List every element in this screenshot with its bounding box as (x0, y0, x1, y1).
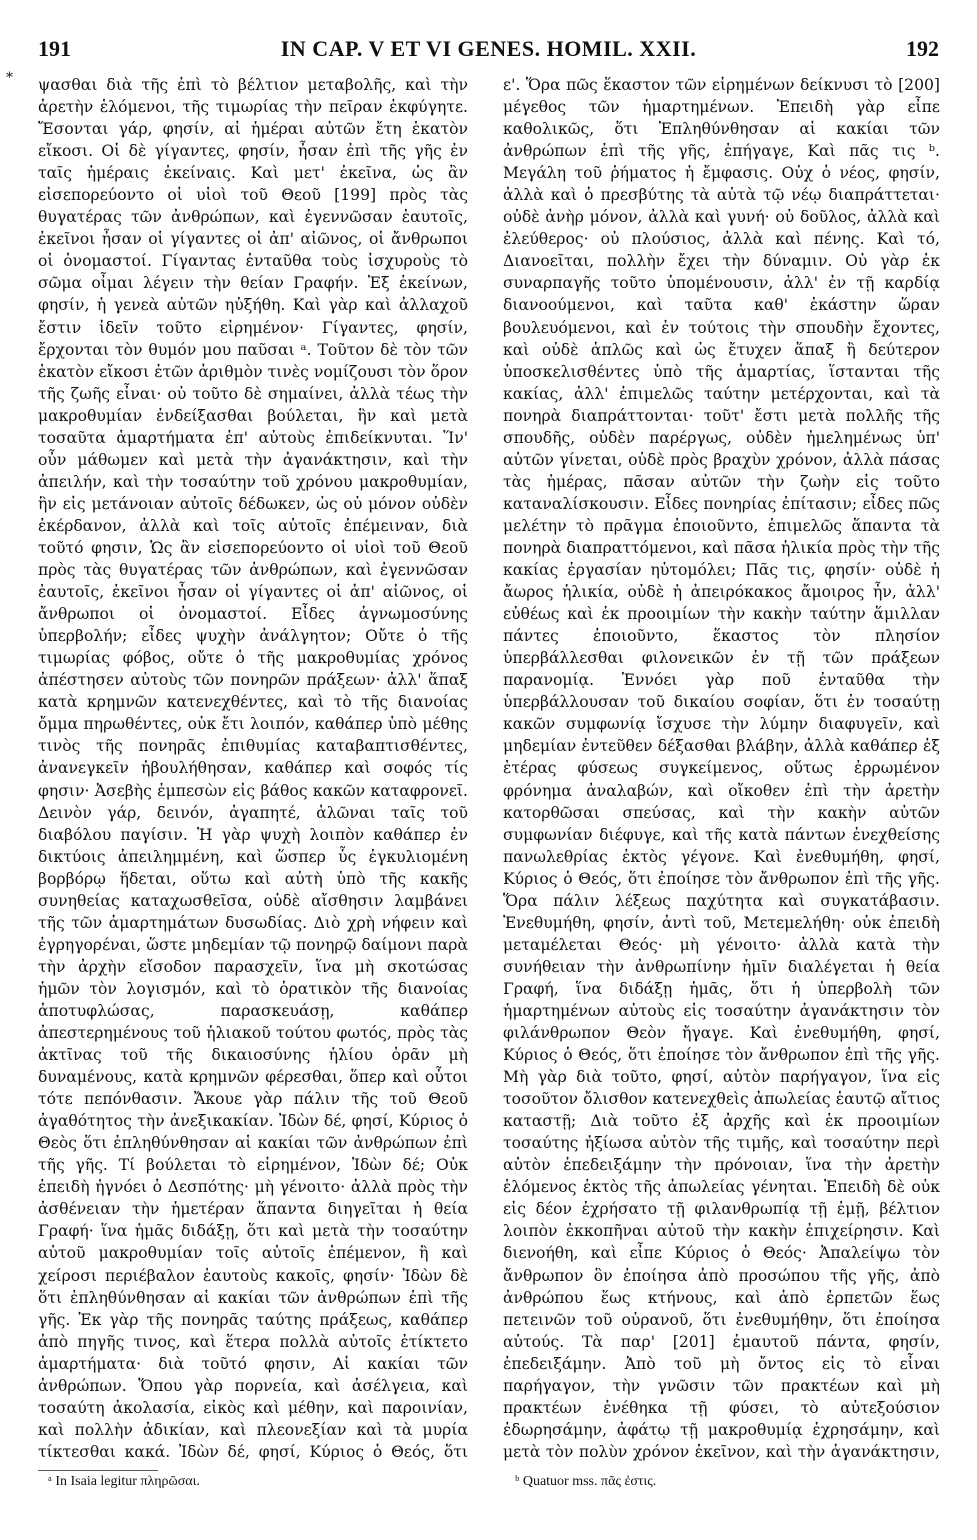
left-column-text: ψασθαι διὰ τῆς ἐπὶ τὸ βέλτιον μεταβολῆς, καὶ τὴν ἀρετὴν ἑλόμενοι, τῆς τιμωρίας τὴν πεῖραν ἐκφύγητε. Ἔσονται γάρ, φησίν, αἱ ἡμέραι αὐτῶν ἔτη ἑκατὸν εἴκοσι. Οἱ δὲ γίγαντες, φησίν, ἦσαν ἐπὶ τῆς γῆς ἐν ταῖς ἡμέραις ἐκείναις. Καὶ μετ' ἐκεῖνα, ὡς ἂν εἰσεπορεύοντο οἱ υἱοὶ τοῦ Θεοῦ [199] πρὸς τὰς θυγατέρας τῶν ἀνθρώπων, καὶ ἐγεννῶσαν ἑαυτοῖς, ἐκεῖνοι ἦσαν οἱ γίγαντες οἱ ἀπ' αἰῶνος, οἱ ἄνθρωποι οἱ ὀνομαστοί. Γίγαντας ἐνταῦθα τοὺς ἰσχυροὺς τὸ σῶμα οἶμαι λέγειν τὴν θείαν Γραφήν. Ἐξ ἐκείνων, φησίν, ἡ γενεὰ αὐτῶν ηὐξήθη. Καὶ γὰρ καὶ ἀλλαχοῦ ἔστιν ἰδεῖν τοῦτο εἰρημένον· Γίγαντες, φησίν, ἔρχονται τὸν θυμόν μου παῦσαι ᵃ. Τοῦτον δὲ τὸν τῶν ἑκατὸν εἴκοσι ἐτῶν ἀριθμὸν τινὲς νομίζουσι τὸν ὅρον τῆς ζωῆς εἶναι· οὐ τοῦτο δὲ σημαίνει, ἀλλὰ τέως τὴν μακροθυμίαν ἐνδείξασθαι βούλεται, ἣν καὶ μετὰ τοσαῦτα ἁμαρτήματα ἐπ' αὐτοὺς ἐπιδείκνυται. Ἵν' οὖν μάθωμεν καὶ μετὰ τὴν ἀγανάκτησιν, καὶ τὴν ἀπειλήν, καὶ τὴν τοσαύτην τοῦ χρόνου μακροθυμίαν, ἣν εἰς μετάνοιαν αὐτοῖς δέδωκεν, ὡς οὐ μόνον οὐδὲν ἐκέρδανον, ἀλλὰ καὶ τοῖς αὐτοῖς ἐπέμειναν, διὰ τοῦτό φησιν, Ὡς ἂν εἰσεπορεύοντο οἱ υἱοὶ τοῦ Θεοῦ πρὸς τὰς θυγατέρας τῶν ἀνθρώπων, καὶ ἐγεννῶσαν ἑαυτοῖς, ἐκεῖνοι ἦσαν οἱ γίγαντες οἱ ἀπ' αἰῶνος, οἱ ἄνθρωποι οἱ ὀνομαστοί. Εἶδες ἀγνωμοσύνης ὑπερβολήν; εἶδες ψυχὴν ἀνάλγητον; Οὔτε ὁ τῆς τιμωρίας φόβος, οὔτε ὁ τῆς μακροθυμίας χρόνος ἀπέστησεν αὐτοὺς τῶν πονηρῶν πράξεων· ἀλλ' ἅπαξ κατὰ κρημνῶν κατενεχθέντες, καὶ τὸ τῆς διανοίας ὄμμα πηρωθέντες, οὐκ ἔτι λοιπόν, καθάπερ ὑπὸ μέθης τινὸς τῆς πονηρᾶς ἐπιθυμίας καταβαπτισθέντες, ἀνανεγκεῖν ἠβουλήθησαν, καθάπερ καὶ σοφός τίς φησιν· Ἀσεβὴς ἐμπεσὼν εἰς βάθος κακῶν καταφρονεῖ. Δεινὸν γάρ, δεινόν, ἀγαπητέ, ἁλῶναι ταῖς τοῦ διαβόλου παγίσιν. Ἡ γὰρ ψυχὴ λοιπὸν καθάπερ ἐν δικτύοις ἀπειλημμένη, καὶ ὥσπερ ὗς ἐγκυλιομένη βορβόρῳ ἥδεται, οὕτω καὶ αὐτὴ ὑπὸ τῆς κακῆς συνηθείας καταχωσθεῖσα, οὐδὲ αἴσθησιν λαμβάνει τῆς τῶν ἁμαρτημάτων δυσωδίας. Διὸ χρὴ νήφειν καὶ ἐγρηγορέναι, ὥστε μηδεμίαν τῷ πονηρῷ δαίμονι παρὰ τὴν ἀρχὴν εἴσοδον παρασχεῖν, ἵνα μὴ σκοτώσας ἡμῶν τὸν λογισμόν, καὶ τὸ ὁρατικὸν τῆς διανοίας ἀποτυφλώσας, παρασκευάσῃ, καθάπερ ἀπεστερημένους τοῦ ἡλιακοῦ τούτου φωτός, πρὸς τὰς ἀκτῖνας τοῦ τῆς δικαιοσύνης ἡλίου ὁρᾶν μὴ δυναμένους, κατὰ κρημνῶν φέρεσθαι, ὅπερ καὶ οὗτοι τότε πεπόνθασιν. Ἄκουε γὰρ πάλιν τῆς τοῦ Θεοῦ ἀγαθότητος τὴν ἀνεξικακίαν. Ἰδὼν δέ, φησί, Κύριος ὁ Θεὸς ὅτι ἐπληθύνθησαν αἱ κακίαι τῶν ἀνθρώπων ἐπὶ τῆς γῆς. Τί βούλεται τὸ εἰρημένον, Ἰδὼν δέ; Οὐκ ἐπειδὴ ἠγνόει ὁ Δεσπότης· μὴ γένοιτο· ἀλλὰ πρὸς τὴν ἀσθένειαν τὴν ἡμετέραν ἅπαντα διηγεῖται ἡ θεία Γραφή· ἵνα ἡμᾶς διδάξῃ, ὅτι καὶ μετὰ τὴν τοσαύτην αὐτοῦ μακροθυμίαν τοῖς αὐτοῖς ἐπέμενον, ἢ καὶ χείροσι περιέβαλον ἑαυτοὺς κακοῖς, φησίν· Ἰδὼν δὲ ὅτι ἐπληθύνθησαν αἱ κακίαι τῶν ἀνθρώπων ἐπὶ τῆς γῆς. Ἐκ γὰρ τῆς πονηρᾶς ταύτης πράξεως, καθάπερ ἀπὸ πηγῆς τινος, καὶ ἕτερα πολλὰ αὐτοῖς ἐτίκτετο ἁμαρτήματα· διὰ τοῦτό φησιν, Αἱ κακίαι τῶν ἀνθρώπων. Ὅπου γὰρ πορνεία, καὶ ἀσέλγεια, καὶ τοσαύτη ἀκολασία, εἰκὸς καὶ μέθην, καὶ παροινίαν, καὶ πολλὴν ἀδικίαν, καὶ πλεονεξίαν καὶ τὰ μυρία τίκτεσθαι κακά. Ἰδὼν δέ, φησί, Κύριος ὁ Θεός, ὅτι (38, 76, 468, 1461)
footnote-right: ᵇ Quatuor mss. πᾶς ἐστις. (515, 1474, 657, 1489)
right-column-text: ε'. Ὅρα πῶς ἕκαστον τῶν εἰρημένων δείκνυσι τὸ [200] μέγεθος τῶν ἡμαρτημένων. Ἐπειδὴ γὰρ εἶπε καθολικῶς, ὅτι Ἐπληθύνθησαν αἱ κακίαι τῶν ἀνθρώπων ἐπὶ τῆς γῆς, ἐπήγαγε, Καὶ πᾶς τις ᵇ. Μεγάλη τοῦ ῥήματος ἡ ἔμφασις. Οὐχ ὁ νέος, φησίν, ἀλλὰ καὶ ὁ πρεσβύτης τὰ αὐτὰ τῷ νέῳ διαπράττεται· οὐδὲ ἀνὴρ μόνον, ἀλλὰ καὶ γυνή· οὐ δοῦλος, ἀλλὰ καὶ ἐλεύθερος· οὐ πλούσιος, ἀλλὰ καὶ πένης. Καὶ τό, Διανοεῖται, πολλὴν ἔχει τὴν δύναμιν. Οὐ γὰρ ἐκ συναρπαγῆς τοῦτο ὑπομένουσιν, ἀλλ' ἐν τῇ καρδίᾳ διανοούμενοι, καὶ ταῦτα καθ' ἑκάστην ὥραν βουλευόμενοι, καὶ ἐν τούτοις τὴν σπουδὴν ἔχοντες, καὶ οὐδὲ ἁπλῶς καὶ ὡς ἔτυχεν ἅπαξ ἢ δεύτερον ὑποσκελισθέντες ὑπὸ τῆς ἁμαρτίας, ἵστανται τῆς κακίας, ἀλλ' ἐπιμελῶς ταύτην μετέρχονται, καὶ τὰ πονηρὰ διαπράττονται· τοῦτ' ἔστι μετὰ πολλῆς τῆς σπουδῆς, οὐδὲν παρέργως, οὐδὲν ἠμελημένως ὑπ' αὐτῶν γίνεται, οὐδὲ πρὸς βραχὺν χρόνον, ἀλλὰ πάσας τὰς ἡμέρας, πᾶσαν αὐτῶν τὴν ζωὴν εἰς τοῦτο καταναλίσκουσιν. Εἶδες πονηρίας ἐπίτασιν; εἶδες πῶς μελέτην τὸ πρᾶγμα ἐποιοῦντο, ἐπιμελῶς ἅπαντα τὰ πονηρὰ διαπραττόμενοι, καὶ πᾶσα ἡλικία πρὸς τὴν τῆς κακίας ἐργασίαν ηὐτομόλει; Πᾶς τις, φησίν· οὐδὲ ἡ ἄωρος ἡλικία, οὐδὲ ἡ ἀπειρόκακος ἄμοιρος ἦν, ἀλλ' εὐθέως καὶ ἐκ προοιμίων τὴν κακὴν ταύτην ἅμιλλαν πάντες ἐποιοῦντο, ἕκαστος τὸν πλησίον ὑπερβάλλεσθαι φιλονεικῶν ἐν τῇ τῶν πράξεων παρανομίᾳ. Ἐννόει γὰρ ποῦ ἐνταῦθα τὴν ὑπερβάλλουσαν τοῦ δικαίου σοφίαν, ὅτι ἐν τοσαύτῃ κακῶν συμφωνίᾳ ἴσχυσε τὴν λύμην διαφυγεῖν, καὶ μηδεμίαν ἐντεῦθεν δέξασθαι βλάβην, ἀλλὰ καθάπερ ἐξ ἑτέρας φύσεως συγκείμενος, οὕτως ἐρρωμένον φρόνημα ἀναλαβών, καὶ οἴκοθεν ἐπὶ τὴν ἀρετὴν κατορθῶσαι σπεύσας, καὶ τὴν κακὴν αὐτῶν συμφωνίαν διέφυγε, καὶ τῆς κατὰ πάντων ἐνεχθείσης πανωλεθρίας ἐκτὸς γέγονε. Καὶ ἐνεθυμήθη, φησί, Κύριος ὁ Θεός, ὅτι ἐποίησε τὸν ἄνθρωπον ἐπὶ τῆς γῆς. Ὅρα πάλιν λέξεως παχύτητα καὶ συγκατάβασιν. Ἐνεθυμήθη, φησίν, ἀντὶ τοῦ, Μετεμελήθη· οὐκ ἐπειδὴ μεταμέλεται Θεός· μὴ γένοιτο· ἀλλὰ κατὰ τὴν συνήθειαν τὴν ἀνθρωπίνην ἡμῖν διαλέγεται ἡ θεία Γραφή, ἵνα διδάξῃ ἡμᾶς, ὅτι ἡ ὑπερβολὴ τῶν ἡμαρτημένων αὐτοὺς εἰς τοσαύτην ἀγανάκτησιν τὸν φιλάνθρωπον Θεὸν ἤγαγε. Καὶ ἐνεθυμήθη, φησί, Κύριος ὁ Θεός, ὅτι ἐποίησε τὸν ἄνθρωπον ἐπὶ τῆς γῆς. Μὴ γὰρ διὰ τοῦτο, φησί, αὐτὸν παρήγαγον, ἵνα εἰς τοσοῦτον ὄλισθον κατενεχθεὶς ἀπωλείας ἑαυτῷ αἴτιος καταστῇ; Διὰ τοῦτο ἐξ ἀρχῆς καὶ ἐκ προοιμίων τοσαύτης ἠξίωσα αὐτὸν τῆς τιμῆς, καὶ τοσαύτην περὶ αὐτὸν ἐπεδειξάμην τὴν πρόνοιαν, ἵνα τὴν ἀρετὴν ἑλόμενος ἐκτὸς τῆς ἀπωλείας γένηται. Ἐπειδὴ δὲ οὐκ εἰς δέον ἐχρήσατο τῇ φιλανθρωπίᾳ τῇ ἐμῇ, βέλτιον λοιπὸν ἐκκοπῆναι αὐτοῦ τὴν κακὴν ἐπιχείρησιν. Καὶ διενοήθη, καὶ εἶπε Κύριος ὁ Θεός· Ἀπαλείψω τὸν ἄνθρωπον ὃν ἐποίησα ἀπὸ προσώπου τῆς γῆς, ἀπὸ ἀνθρώπου ἕως κτήνους, καὶ ἀπὸ ἑρπετῶν ἕως πετεινῶν τοῦ οὐρανοῦ, ὅτι ἐνεθυμήθην, ὅτι ἐποίησα αὐτούς. Τὰ παρ' [201] ἐμαυτοῦ πάντα, φησίν, ἐπεδειξάμην. Ἀπὸ τοῦ μὴ ὄντος εἰς τὸ εἶναι παρήγαγον, τὴν γνῶσιν τῶν πρακτέων καὶ μὴ πρακτέων ἐνέθηκα τῇ φύσει, τὸ αὐτεξούσιον ἐδωρησάμην, ἀφάτῳ τῇ μακροθυμίᾳ ἐχρησάμην, καὶ μετὰ τὸν πολὺν χρόνον ἐκεῖνον, καὶ τὴν ἀγανάκτησιν, (503, 76, 940, 1461)
page-number-right: 192 (905, 36, 939, 61)
page-number-left: 191 (38, 36, 71, 61)
running-title: IN CAP. V ET VI GENES. HOMIL. XXII. (280, 36, 697, 61)
left-column (38, 74, 468, 1464)
right-column (503, 74, 940, 1464)
footnote-rule (38, 1470, 158, 1471)
margin-mark: * (6, 70, 13, 86)
footnote-left: ᵃ In Isaia legitur πληρῶσαι. (48, 1474, 200, 1489)
running-header (38, 36, 939, 64)
